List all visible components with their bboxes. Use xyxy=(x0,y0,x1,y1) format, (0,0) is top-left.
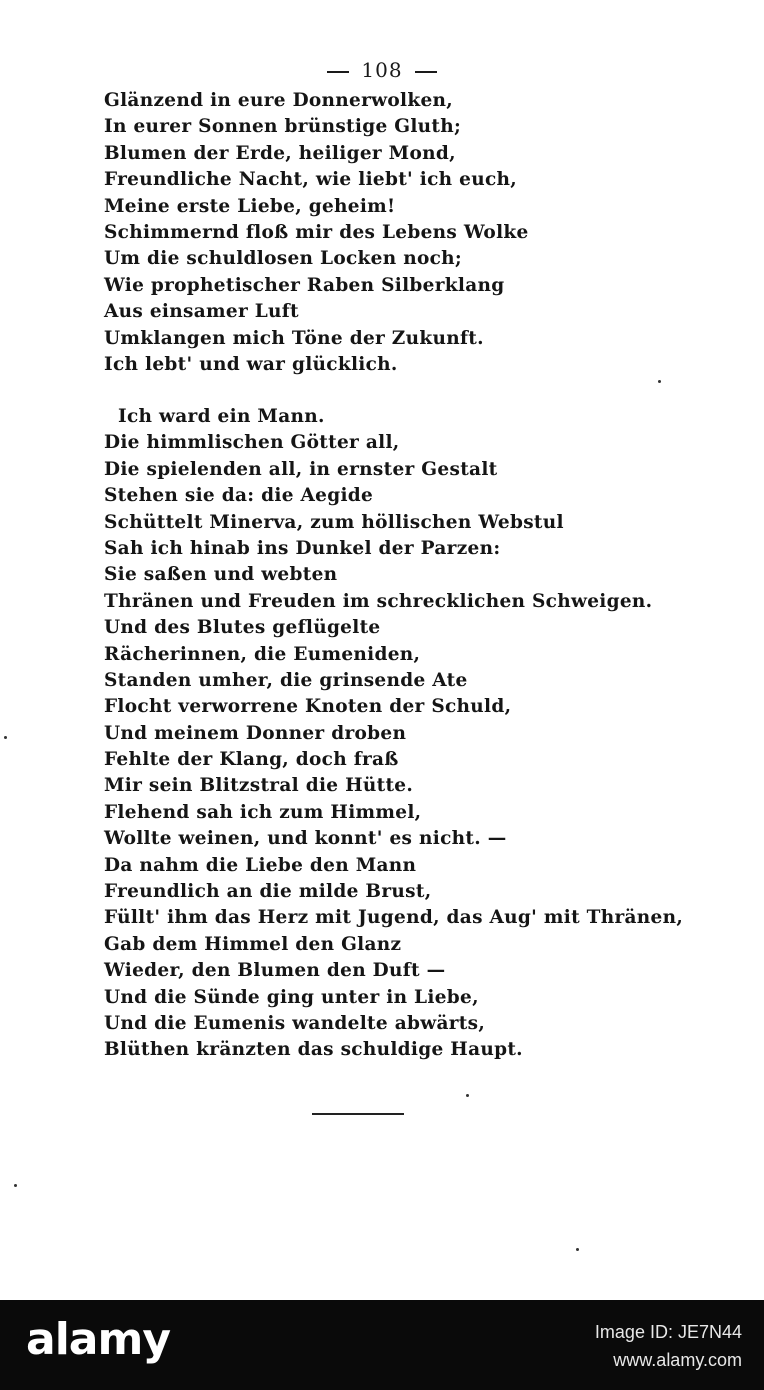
poem-line: Die spielenden all, in ernster Gestalt xyxy=(104,458,498,480)
poem-line: Fehlte der Klang, doch fraß xyxy=(104,749,399,771)
dash-left xyxy=(327,71,349,73)
page-number xyxy=(0,58,764,82)
stanza-2 xyxy=(104,404,683,1064)
poem-line: Und die Sünde ging unter in Liebe, xyxy=(104,986,479,1008)
poem-line: Sie saßen und webten xyxy=(104,564,338,586)
print-speck xyxy=(658,380,661,383)
stanza-1 xyxy=(104,88,529,378)
dash-right xyxy=(415,71,437,73)
poem-line: Blumen der Erde, heiliger Mond, xyxy=(104,142,456,164)
poem-line: Ich ward ein Mann. xyxy=(118,406,325,427)
poem-line: Freundliche Nacht, wie liebt' ich euch, xyxy=(104,169,518,191)
poem-line: Wollte weinen, und konnt' es nicht. — xyxy=(104,828,507,850)
poem-line: Meine erste Liebe, geheim! xyxy=(104,195,396,217)
poem-line: Glänzend in eure Donnerwolken, xyxy=(104,90,454,111)
poem-line: Rächerinnen, die Eumeniden, xyxy=(104,643,421,665)
poem-line: Und des Blutes geflügelte xyxy=(104,617,381,639)
poem-line: Freundlich an die milde Brust, xyxy=(104,881,432,903)
poem-line: Standen umher, die grinsende Ate xyxy=(104,669,468,691)
page-number-text: 108 xyxy=(361,58,403,82)
poem-line: Flocht verworrene Knoten der Schuld, xyxy=(104,696,512,718)
poem-line: Blüthen kränzten das schuldige Haupt. xyxy=(104,1039,523,1061)
poem-line: Mir sein Blitzstral die Hütte. xyxy=(104,775,414,797)
poem-line: Füllt' ihm das Herz mit Jugend, das Aug' mit Thränen, xyxy=(104,907,684,929)
poem-line: Flehend sah ich zum Himmel, xyxy=(104,801,422,823)
poem-line: Schüttelt Minerva, zum höllischen Webstul xyxy=(104,511,564,533)
poem-line: Und die Eumenis wandelte abwärts, xyxy=(104,1012,486,1034)
poem-line: Wie prophetischer Raben Silberklang xyxy=(104,274,505,296)
poem-line: Aus einsamer Luft xyxy=(104,301,299,323)
end-rule xyxy=(312,1113,404,1115)
poem-line: Stehen sie da: die Aegide xyxy=(104,485,374,507)
poem-line: Wieder, den Blumen den Duft — xyxy=(104,960,446,982)
watermark-url: www.alamy.com xyxy=(613,1350,742,1370)
poem-line: Sah ich hinab ins Dunkel der Parzen: xyxy=(104,537,501,559)
poem-line: Um die schuldlosen Locken noch; xyxy=(104,248,463,270)
print-speck xyxy=(466,1094,469,1097)
poem-line: Thränen und Freuden im schrecklichen Schweigen. xyxy=(104,590,653,612)
alamy-logo: alamy xyxy=(26,1314,170,1365)
poem-line: Schimmernd floß mir des Lebens Wolke xyxy=(104,221,529,243)
print-speck xyxy=(576,1248,579,1251)
poem-line: In eurer Sonnen brünstige Gluth; xyxy=(104,116,462,138)
poem-line: Da nahm die Liebe den Mann xyxy=(104,854,417,876)
poem-line: Gab dem Himmel den Glanz xyxy=(104,933,402,955)
print-speck xyxy=(4,736,7,739)
image-id-label: Image ID: JE7N44 xyxy=(594,1322,742,1342)
stock-watermark-bar xyxy=(0,1300,764,1390)
poem-line: Und meinem Donner droben xyxy=(104,722,407,744)
poem-line: Ich lebt' und war glücklich. xyxy=(104,353,398,375)
poem-line: Die himmlischen Götter all, xyxy=(104,432,400,454)
poem-line: Umklangen mich Töne der Zukunft. xyxy=(104,327,484,349)
print-speck xyxy=(14,1184,17,1187)
